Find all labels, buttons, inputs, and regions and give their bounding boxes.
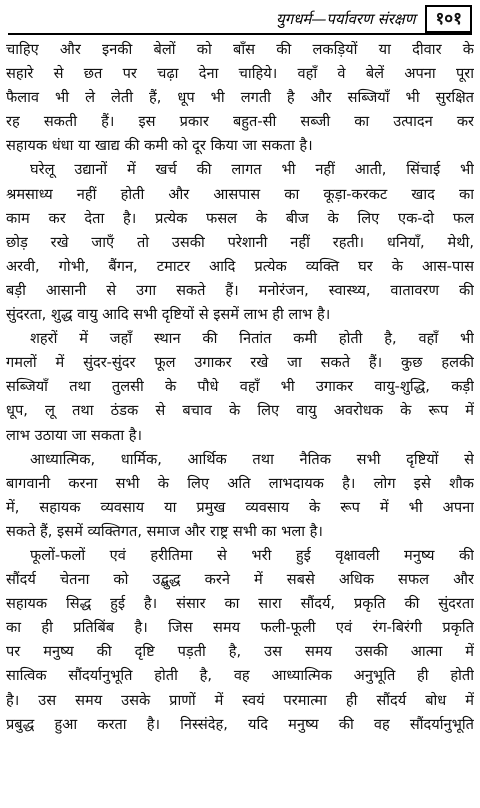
text-line: काम कर देता है। प्रत्येक फसल के बीज के लिए एक-दो फल [6,209,474,227]
page-header [8,5,472,33]
paragraph-1 [6,38,474,158]
text-line: है। उस समय उसके प्राणों में स्वयं परमात्मा ही सौंदर्य बोध में [6,691,474,709]
page-number: १०१ [425,5,472,33]
text-line: सुंदरता, शुद्ध वायु आदि सभी दृष्टियों से इसमें लाभ ही लाभ है। [6,306,331,324]
paragraph-3 [6,327,474,447]
header-divider [8,33,472,35]
text-line: प्रबुद्ध हुआ करता है। निस्संदेह, यदि मनुष्य की वह सौंदर्यानुभूति [6,715,474,733]
text-line: आध्यात्मिक, धार्मिक, आर्थिक तथा नैतिक सभी दृष्टियों से [30,450,474,468]
text-line: शहरों में जहाँ स्थान की नितांत कमी होती है, वहाँ भी [30,330,474,348]
paragraph-4 [6,448,474,544]
text-line: चाहिए और इनकी बेलों को बाँस की लकड़ियों या दीवार के [6,41,474,58]
text-line: सात्विक सौंदर्यानुभूति होती है, वह आध्यात्मिक अनुभूति ही होती [6,667,474,685]
paragraph-5 [6,544,474,737]
text-line: घरेलू उद्यानों में खर्च की लागत भी नहीं आती, सिंचाई भी [30,161,474,179]
text-line: फैलाव भी ले लेती हैं, धूप भी लगती है और सब्जियाँ भी सुरक्षित [6,89,474,107]
text-line: धूप, लू तथा ठंडक से बचाव के लिए वायु अवरोधक के रूप में [6,402,474,420]
text-line: बागवानी करना सभी के लिए अति लाभदायक है। लोग इसे शौक [6,474,474,492]
text-line: फूलों-फलों एवं हरीतिमा से भरी हुई वृक्षावली मनुष्य की [30,546,474,564]
text-line: पर मनुष्य की दृष्टि पड़ती है, उस समय उसकी आत्मा में [6,643,474,661]
text-line: में, सहायक व्यवसाय या प्रमुख व्यवसाय के रूप में भी अपना [6,498,474,516]
text-line: गमलों में सुंदर-सुंदर फूल उगाकर रखे जा सकते हैं। कुछ हलकी [6,354,474,372]
text-line: लाभ उठाया जा सकता है। [6,426,143,444]
text-line: सहारे से छत पर चढ़ा देना चाहिये। वहाँ वे बेलें अपना पूरा [6,65,474,83]
text-line: अरवी, गोभी, बैंगन, टमाटर आदि प्रत्येक व्यक्ति घर के आस-पास [6,257,474,275]
text-line: सहायक सिद्ध हुई है। संसार का सारा सौंदर्य, प्रकृति की सुंदरता [6,595,474,613]
text-line: सकते हैं, इसमें व्यक्तिगत, समाज और राष्ट्र सभी का भला है। [6,522,323,540]
running-title: युगधर्म—पर्यावरण संरक्षण [276,10,416,28]
text-line: छोड़ रखे जाएँ तो उसकी परेशानी नहीं रहती। धनियाँ, मेथी, [6,233,474,251]
text-line: सौंदर्य चेतना को उद्बुद्ध करने में सबसे अधिक सफल और [6,571,474,589]
text-line: रह सकती हैं। इस प्रकार बहुत-सी सब्जी का उत्पादन कर [6,113,474,131]
text-line: सहायक धंधा या खाद्य की कमी को दूर किया जा सकता है। [6,137,313,155]
text-line: श्रमसाध्य नहीं होती और आसपास का कूड़ा-करकट खाद का [6,185,474,203]
text-line: सब्जियाँ तथा तुलसी के पौधे वहाँ भी उगाकर वायु-शुद्धि, कड़ी [6,378,474,396]
text-line: का ही प्रतिबिंब है। जिस समय फली-फूली एवं रंग-बिरंगी प्रकृति [6,619,474,637]
text-line: बड़ी आसानी से उगा सकते हैं। मनोरंजन, स्वास्थ्य, वातावरण की [6,281,474,299]
paragraph-2 [6,158,474,327]
body-text [6,38,474,737]
